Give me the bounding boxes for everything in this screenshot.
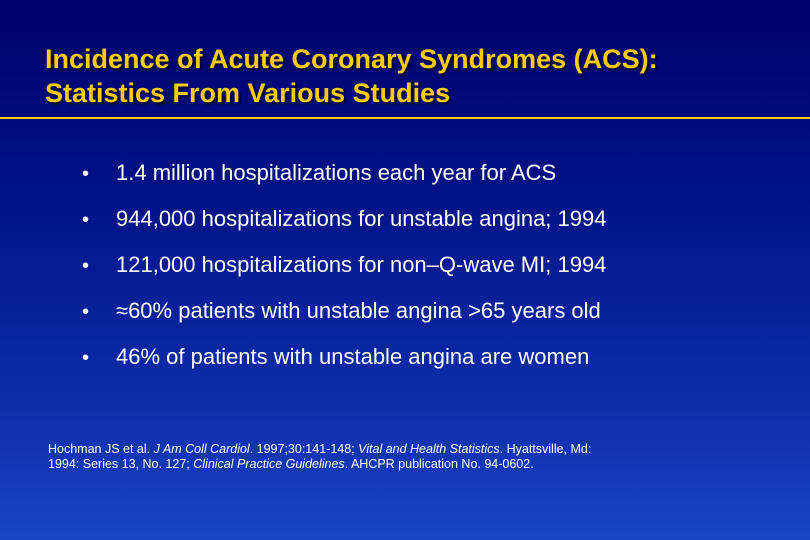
slide-title-line-1: Incidence of Acute Coronary Syndromes (ACS): (45, 44, 658, 74)
citation-volume: . 1997;30:141-148; (249, 442, 359, 456)
citation-series: 1994: Series 13, No. 127; (48, 457, 194, 471)
bullet-item (82, 206, 782, 252)
citation-source-title: Vital and Health Statistics (358, 442, 500, 456)
bullet-item (82, 344, 782, 390)
citation-author: Hochman JS et al. (48, 442, 154, 456)
citation-guidelines: Clinical Practice Guidelines (193, 457, 345, 471)
bullet-text: 944,000 hospitalizations for unstable angina; 1994 (116, 206, 607, 231)
citation (48, 442, 788, 472)
slide-title (45, 42, 795, 110)
bullet-dot-icon: • (82, 163, 90, 185)
slide-title-line-2: Statistics From Various Studies (45, 78, 451, 108)
bullet-dot-icon: • (82, 347, 90, 369)
bullet-dot-icon: • (82, 301, 90, 323)
bullet-item (82, 160, 782, 206)
bullet-text: ≈60% patients with unstable angina >65 years old (116, 298, 601, 323)
citation-journal: J Am Coll Cardiol (153, 442, 250, 456)
bullet-item (82, 252, 782, 298)
citation-publication: . AHCPR publication No. 94-0602. (344, 457, 534, 471)
bullet-text: 46% of patients with unstable angina are women (116, 344, 590, 369)
citation-line-2 (48, 457, 788, 472)
citation-publisher: . Hyattsville, Md: (499, 442, 592, 456)
citation-line-1 (48, 442, 788, 457)
bullet-dot-icon: • (82, 209, 90, 231)
bullet-list (82, 160, 782, 390)
title-divider (0, 117, 810, 119)
bullet-text: 121,000 hospitalizations for non–Q-wave MI; 1994 (116, 252, 607, 277)
bullet-dot-icon: • (82, 255, 90, 277)
bullet-text: 1.4 million hospitalizations each year for ACS (116, 160, 557, 185)
bullet-item (82, 298, 782, 344)
